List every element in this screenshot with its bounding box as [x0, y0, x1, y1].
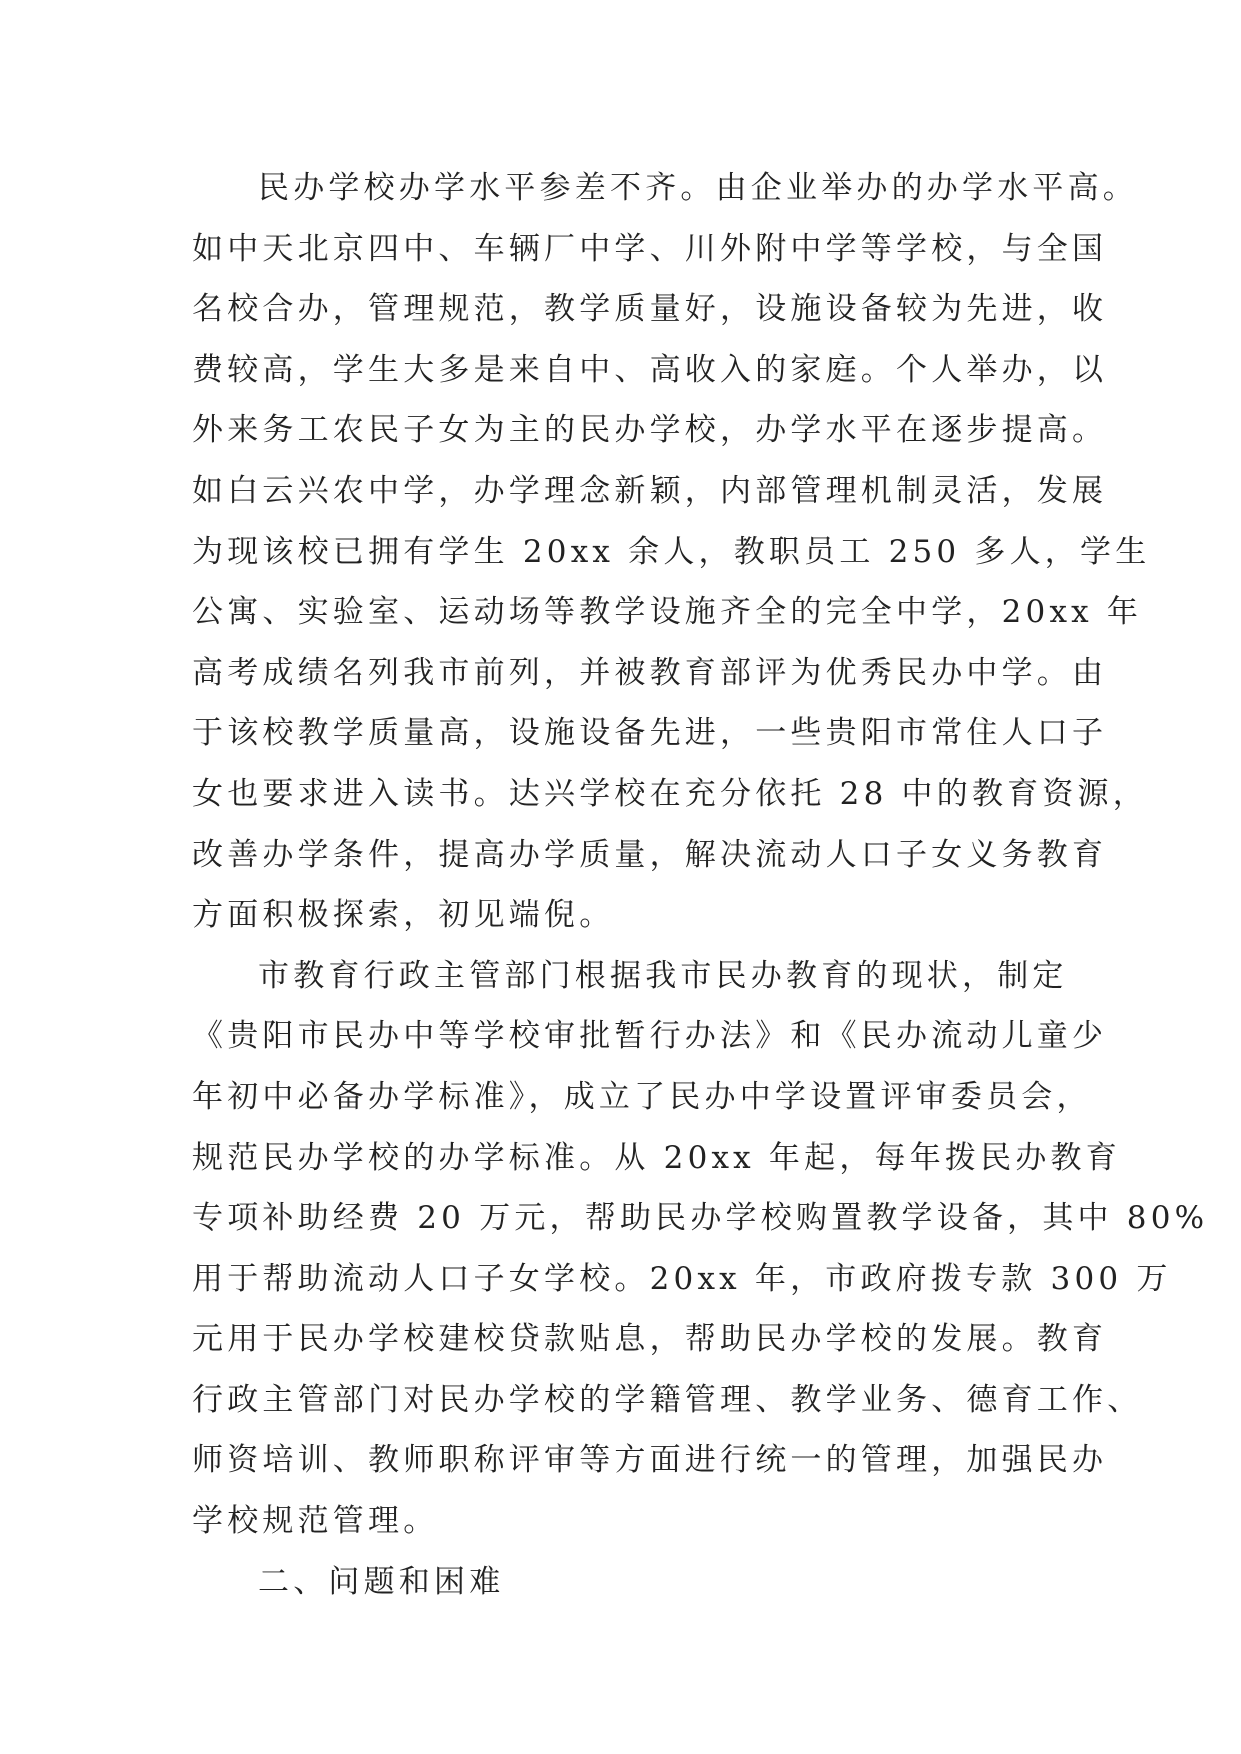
paragraph-line: 《贵阳市民办中等学校审批暂行办法》和《民办流动儿童少 [192, 1018, 1108, 1055]
paragraph-line: 费较高，学生大多是来自中、高收入的家庭。个人举办，以 [192, 351, 1108, 388]
paragraph-line: 如中天北京四中、车辆厂中学、川外附中学等学校，与全国 [192, 230, 1108, 267]
paragraph-line: 名校合办，管理规范，教学质量好，设施设备较为先进，收 [192, 291, 1108, 328]
paragraph-line: 学校规范管理。 [192, 1503, 439, 1540]
paragraph-line: 高考成绩名列我市前列，并被教育部评为优秀民办中学。由 [192, 654, 1108, 691]
paragraph-1 [192, 158, 1151, 946]
paragraph-line: 为现该校已拥有学生 20xx 余人，教职员工 250 多人，学生 [192, 533, 1151, 570]
paragraph-line: 方面积极探索，初见端倪。 [192, 897, 615, 934]
section-heading [192, 1552, 1072, 1613]
paragraph-line: 年初中必备办学标准》，成立了民办中学设置评审委员会， [192, 1078, 1092, 1115]
paragraph-line: 如白云兴农中学，办学理念新颖，内部管理机制灵活，发展 [192, 472, 1108, 509]
paragraph-line: 专项补助经费 20 万元，帮助民办学校购置教学设备，其中 80% [192, 1200, 1209, 1237]
document-body [192, 158, 1209, 1612]
paragraph-line: 改善办学条件，提高办学质量，解决流动人口子女义务教育 [192, 836, 1108, 873]
paragraph-line: 女也要求进入读书。达兴学校在充分依托 28 中的教育资源， [192, 775, 1148, 812]
paragraph-line: 用于帮助流动人口子女学校。20xx 年，市政府拨专款 300 万 [192, 1260, 1172, 1297]
paragraph-line: 外来务工农民子女为主的民办学校，办学水平在逐步提高。 [192, 412, 1108, 449]
paragraph-line: 规范民办学校的办学标准。从 20xx 年起，每年拨民办教育 [192, 1139, 1121, 1176]
paragraph-line: 于该校教学质量高，设施设备先进，一些贵阳市常住人口子 [192, 715, 1108, 752]
paragraph-line: 行政主管部门对民办学校的学籍管理、教学业务、德育工作、 [192, 1381, 1143, 1418]
section-heading-text: 二、问题和困难 [258, 1563, 505, 1600]
paragraph-2 [192, 946, 1209, 1552]
paragraph-line: 元用于民办学校建校贷款贴息，帮助民办学校的发展。教育 [192, 1321, 1108, 1358]
paragraph-line: 市教育行政主管部门根据我市民办教育的现状，制定 [258, 957, 1068, 994]
paragraph-line: 民办学校办学水平参差不齐。由企业举办的办学水平高。 [258, 170, 1138, 206]
paragraph-line: 师资培训、教师职称评审等方面进行统一的管理，加强民办 [192, 1442, 1108, 1479]
paragraph-line: 公寓、实验室、运动场等教学设施齐全的完全中学，20xx 年 [192, 594, 1143, 631]
